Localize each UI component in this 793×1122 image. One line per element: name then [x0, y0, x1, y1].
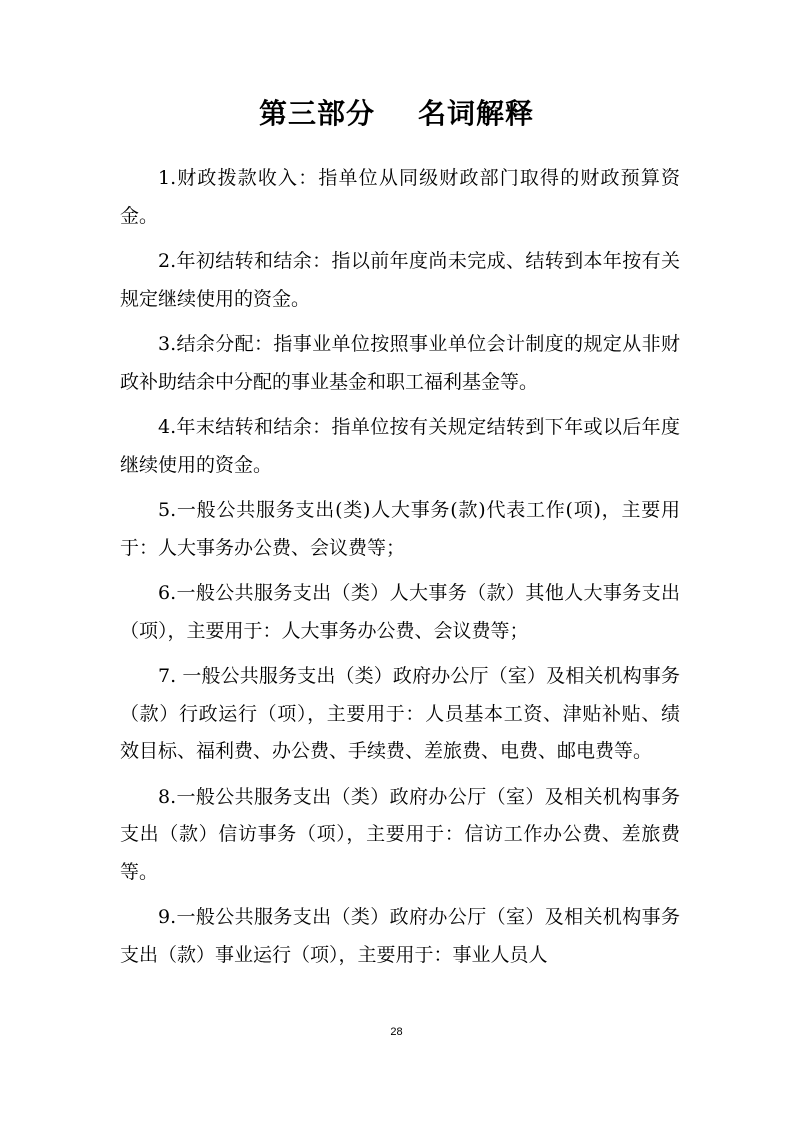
paragraph-2: 2.年初结转和结余：指以前年度尚未完成、结转到本年按有关规定继续使用的资金。 — [120, 250, 680, 310]
page-title: 第三部分 名词解释 — [259, 97, 534, 130]
paragraph-4: 4.年末结转和结余：指单位按有关规定结转到下年或以后年度继续使用的资金。 — [120, 416, 680, 476]
paragraph-1: 1.财政拨款收入：指单位从同级财政部门取得的财政预算资金。 — [120, 167, 680, 227]
paragraph-9: 9.一般公共服务支出（类）政府办公厅（室）及相关机构事务支出（款）事业运行（项），主要用于：事业人员人 — [120, 906, 680, 966]
document-body — [120, 160, 680, 982]
paragraph-5: 5.一般公共服务支出(类)人大事务(款)代表工作(项)，主要用于：人大事务办公费、会议费等； — [120, 499, 680, 559]
page-number: 28 — [390, 1026, 403, 1038]
paragraph-6: 6.一般公共服务支出（类）人大事务（款）其他人大事务支出（项），主要用于：人大事务办公费、会议费等； — [120, 582, 680, 642]
paragraph-7: 7. 一般公共服务支出（类）政府办公厅（室）及相关机构事务（款）行政运行（项），主要用于：人员基本工资、津贴补贴、绩效目标、福利费、办公费、手续费、差旅费、电费、邮电费等。 — [120, 665, 680, 762]
paragraph-8: 8.一般公共服务支出（类）政府办公厅（室）及相关机构事务支出（款）信访事务（项），主要用于：信访工作办公费、差旅费等。 — [120, 785, 680, 883]
paragraph-3: 3.结余分配：指事业单位按照事业单位会计制度的规定从非财政补助结余中分配的事业基金和职工福利基金等。 — [120, 333, 680, 393]
